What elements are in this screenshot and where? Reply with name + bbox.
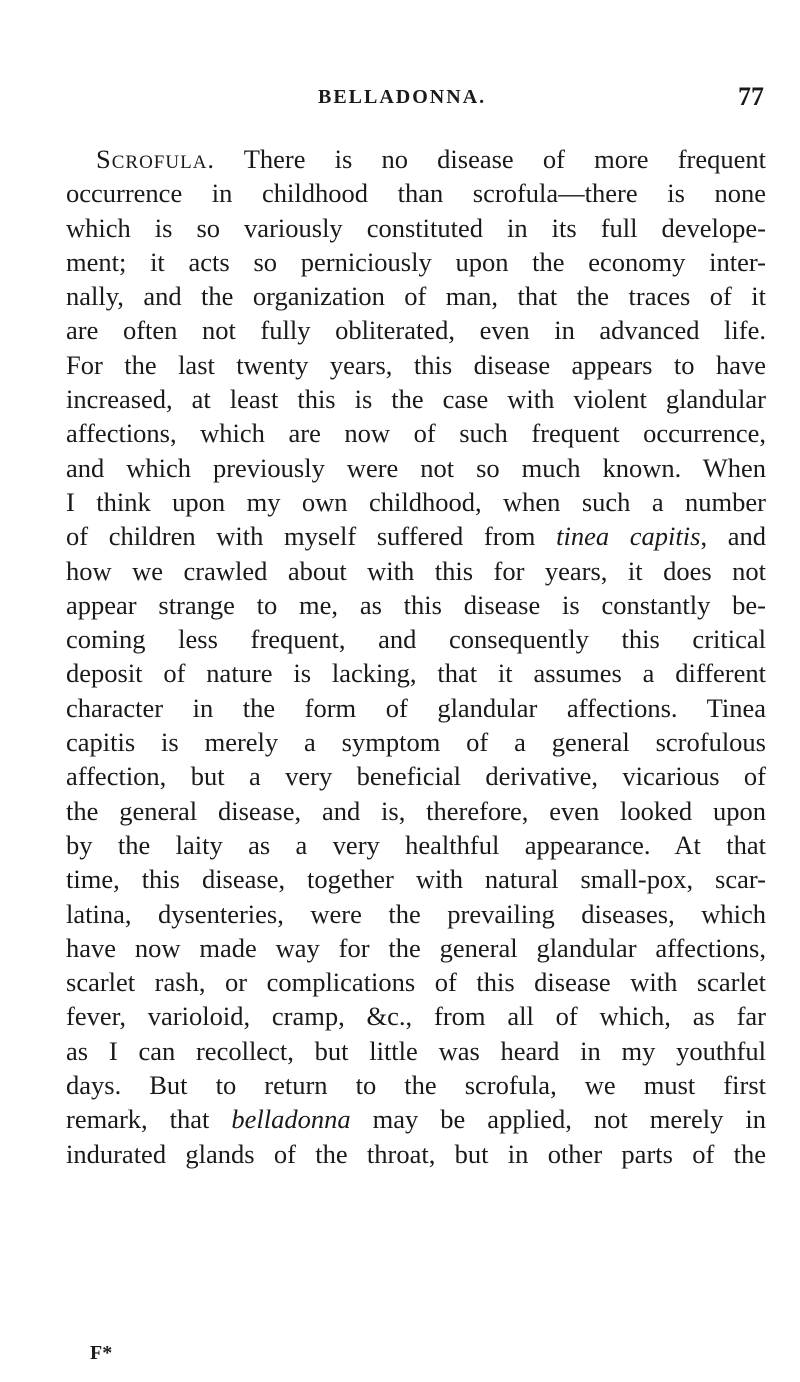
line-text: of children with myself suffered from — [66, 521, 557, 552]
text-line: by the laity as a very healthful appearance. At that — [66, 829, 766, 860]
text-line: appear strange to me, as this disease is constantly be- — [66, 589, 766, 620]
text-line: fever, varioloid, cramp, &c., from all of which, as far — [66, 1001, 766, 1032]
line-text: There is no disease of more frequent — [215, 144, 766, 174]
text-line: affections, which are now of such frequent occurrence, — [66, 418, 766, 449]
running-title: BELLADONNA. — [318, 86, 487, 108]
text-line: coming less frequent, and consequently this critical — [66, 624, 766, 655]
text-line: deposit of nature is lacking, that it assumes a different — [66, 658, 766, 689]
text-line: days. But to return to the scrofula, we must first — [66, 1070, 766, 1101]
text-line: capitis is merely a symptom of a general scrofulous — [66, 727, 766, 758]
text-line: the general disease, and is, therefore, even looked upon — [66, 795, 766, 826]
line-text: , and — [700, 521, 767, 552]
text-line: latina, dysenteries, were the prevailing diseases, which — [66, 898, 766, 929]
page-header — [300, 82, 764, 118]
text-line: I think upon my own childhood, when such a number — [66, 486, 766, 517]
text-line: For the last twenty years, this disease appears to have — [66, 349, 766, 380]
text-line: have now made way for the general glandular affections, — [66, 932, 766, 963]
text-line: how we crawled about with this for years, it does not — [66, 555, 766, 586]
italic-term: tinea capitis — [556, 521, 701, 552]
line-text: may be applied, not merely in — [350, 1104, 766, 1135]
text-line: which is so variously constituted in its full develope- — [66, 212, 766, 243]
text-line: and which previously were not so much known. When — [66, 452, 766, 483]
text-line — [66, 1102, 766, 1136]
text-line: as I can recollect, but little was heard in my youthful — [66, 1035, 766, 1066]
text-line: indurated glands of the throat, but in other parts of the — [66, 1138, 766, 1169]
section-heading: Scrofula. — [96, 144, 216, 174]
text-line: time, this disease, together with natural small-pox, scar- — [66, 864, 766, 895]
text-line: increased, at least this is the case with violent glandular — [66, 384, 766, 415]
text-line: occurrence in childhood than scrofula—there is none — [66, 178, 766, 209]
text-line — [66, 519, 766, 553]
line-text: remark, that — [66, 1104, 232, 1135]
text-line: character in the form of glandular affections. Tinea — [66, 692, 766, 723]
signature-mark: F* — [90, 1342, 113, 1364]
body-paragraph — [66, 142, 766, 1171]
text-line: affection, but a very beneficial derivative, vicarious of — [66, 761, 766, 792]
italic-term: belladonna — [231, 1104, 351, 1135]
text-line: ment; it acts so perniciously upon the economy inter- — [66, 246, 766, 277]
text-line: scarlet rash, or complications of this disease with scarlet — [66, 967, 766, 998]
text-line — [66, 142, 766, 176]
text-line: are often not fully obliterated, even in advanced life. — [66, 315, 766, 346]
text-line: nally, and the organization of man, that the traces of it — [66, 281, 766, 312]
page-number: 77 — [738, 82, 764, 111]
